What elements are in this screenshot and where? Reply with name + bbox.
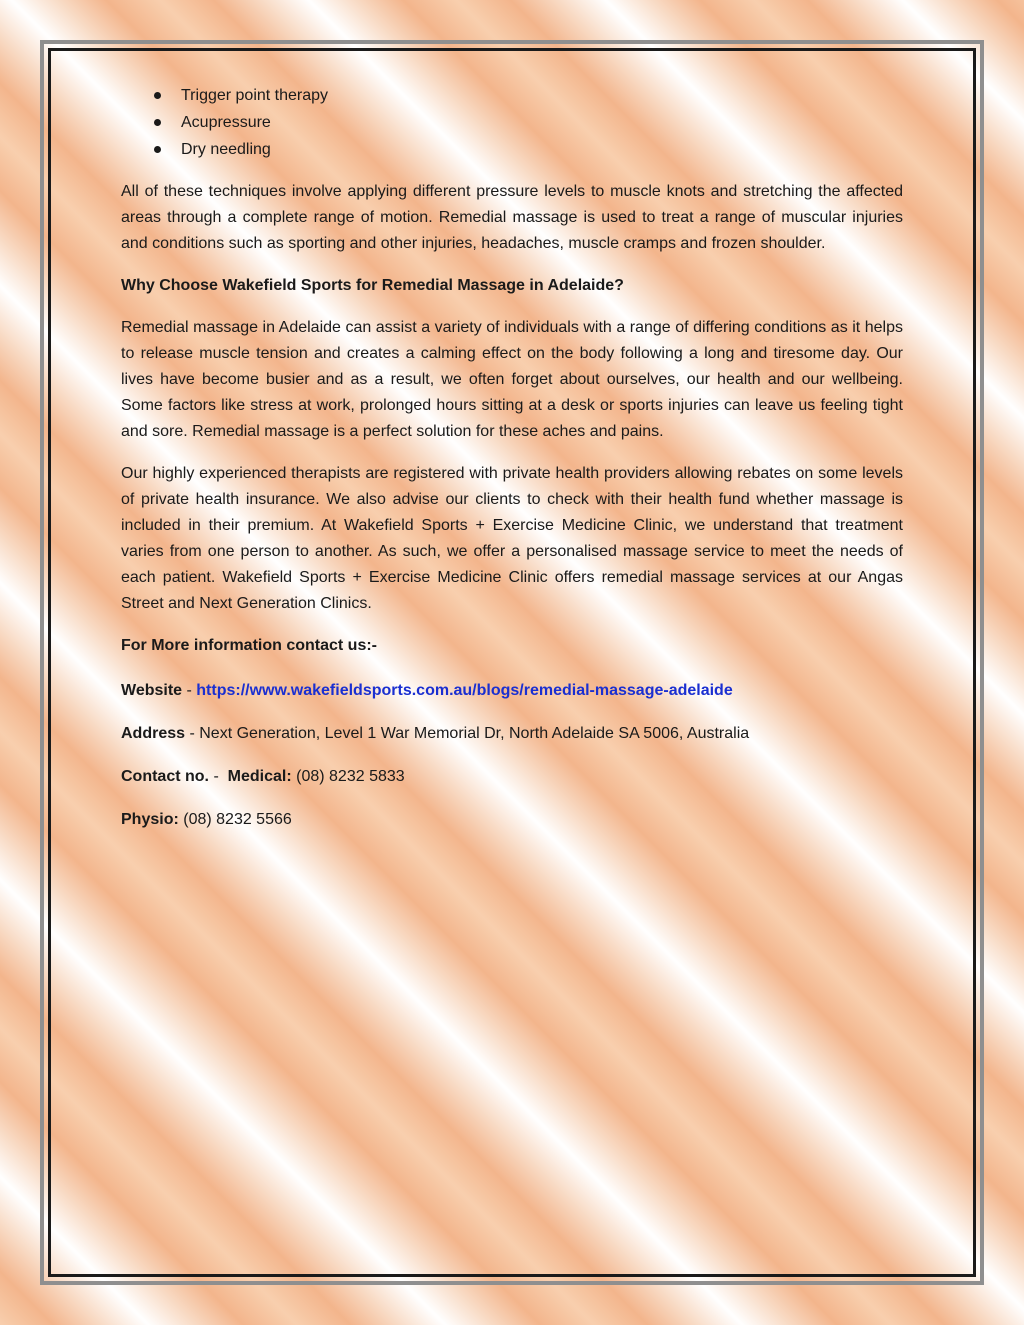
section-heading: Why Choose Wakefield Sports for Remedial Massage in Adelaide? bbox=[121, 277, 624, 294]
therapists-paragraph: Our highly experienced therapists are registered with private health providers allowing rebates on some levels of private health insurance. We also advise our clients to check with their health fund whether massage is included in their premium. At Wakefield Sports + Exercise Medicine Clinic, we understand that treatment varies from one person to another. As such, we offer a personalised massage service to meet the needs of each patient. Wakefield Sports + Exercise Medicine Clinic offers remedial massage services at our Angas Street and Next Generation Clinics. bbox=[121, 465, 903, 612]
list-item bbox=[121, 136, 903, 163]
medical-phone: (08) 8232 5833 bbox=[291, 768, 405, 785]
list-item-text: Acupressure bbox=[181, 114, 271, 131]
medical-label: Medical: bbox=[227, 768, 292, 785]
list-item-text: Trigger point therapy bbox=[181, 87, 329, 104]
document-body bbox=[121, 82, 903, 833]
list-item bbox=[121, 109, 903, 136]
physio-line bbox=[121, 807, 903, 833]
more-info-heading: For More information contact us:- bbox=[121, 637, 377, 654]
physio-label: Physio: bbox=[121, 811, 179, 828]
contact-label: Contact no. bbox=[121, 768, 209, 785]
address-value: Next Generation, Level 1 War Memorial Dr, North Adelaide SA 5006, Australia bbox=[199, 725, 750, 742]
website-line bbox=[121, 678, 903, 704]
bullet-icon bbox=[154, 146, 161, 153]
technique-list bbox=[121, 82, 903, 163]
address-separator: - bbox=[185, 725, 200, 742]
bullet-icon bbox=[154, 119, 161, 126]
contact-separator: - bbox=[209, 768, 228, 785]
physio-phone: (08) 8232 5566 bbox=[178, 811, 292, 828]
website-link[interactable]: https://www.wakefieldsports.com.au/blogs/remedial-massage-adelaide bbox=[196, 682, 733, 699]
list-item-text: Dry needling bbox=[181, 141, 271, 158]
contact-line bbox=[121, 764, 903, 790]
list-item bbox=[121, 82, 903, 109]
techniques-paragraph: All of these techniques involve applying different pressure levels to muscle knots and stretching the affected areas through a complete range of motion. Remedial massage is used to treat a range of muscular injuries and conditions such as sporting and other injuries, headaches, muscle cramps and frozen shoulder. bbox=[121, 183, 903, 252]
website-label: Website bbox=[121, 682, 183, 699]
benefits-paragraph: Remedial massage in Adelaide can assist a variety of individuals with a range of differing conditions as it helps to release muscle tension and creates a calming effect on the body following a long and tiresome day. Our lives have become busier and as a result, we often forget about ourselves, our health and our wellbeing. Some factors like stress at work, prolonged hours sitting at a desk or sports injuries can leave us feeling tight and sore. Remedial massage is a perfect solution for these aches and pains. bbox=[121, 319, 903, 440]
website-separator: - bbox=[182, 682, 197, 699]
address-label: Address bbox=[121, 725, 186, 742]
bullet-icon bbox=[154, 92, 161, 99]
address-line bbox=[121, 721, 903, 747]
